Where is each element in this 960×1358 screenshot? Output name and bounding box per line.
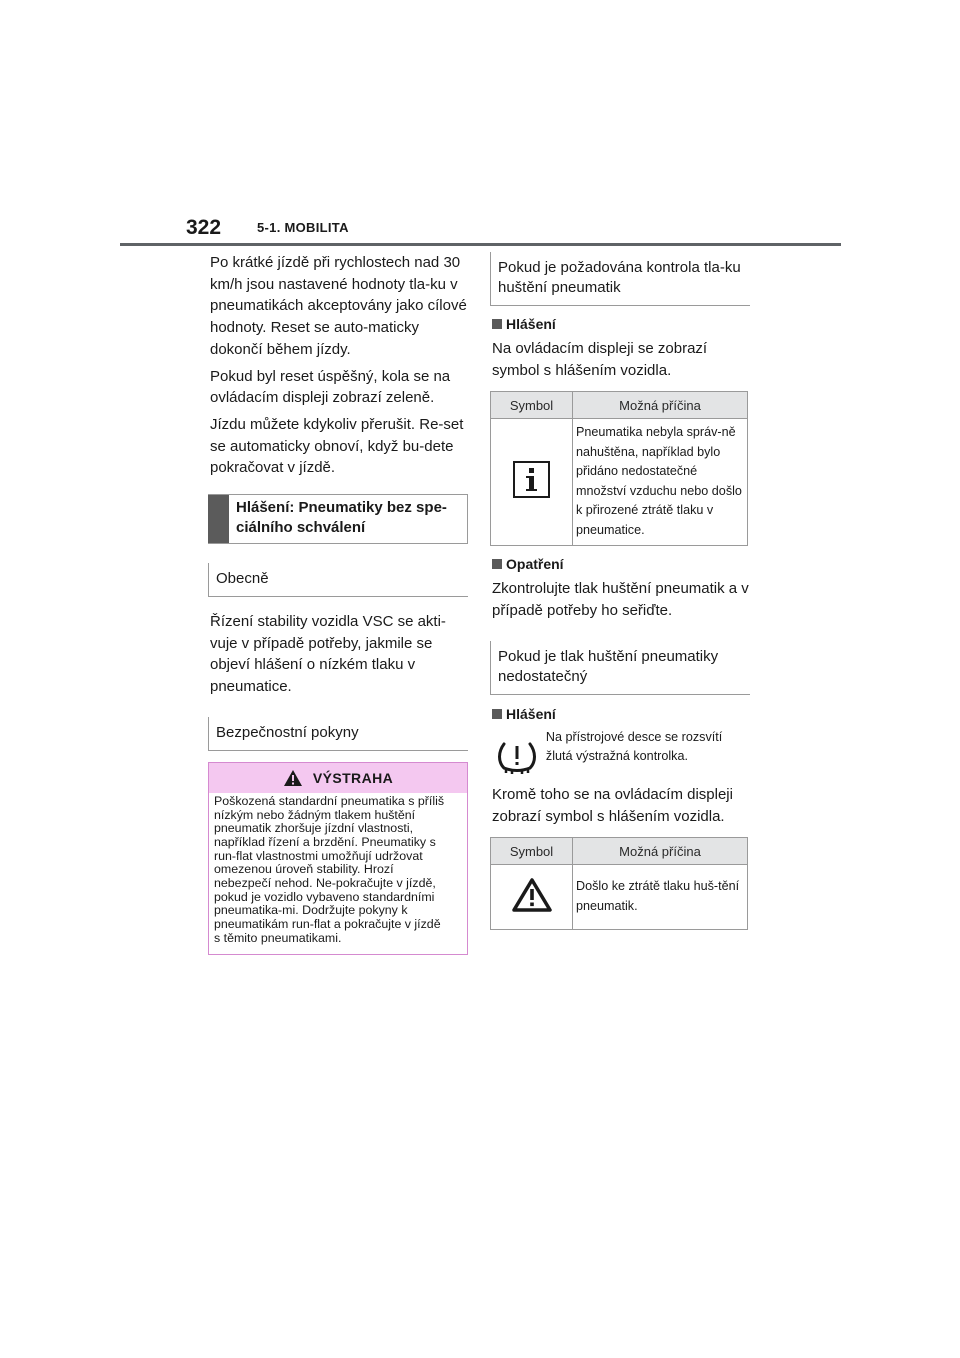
- paragraph-display-message: Na ovládacím displeji se zobrazí symbol s hlášením vozidla.: [492, 340, 708, 379]
- bullet-heading-measures: [492, 556, 750, 572]
- table-symbol-cell: [491, 865, 573, 930]
- bullet-square-icon: [492, 319, 502, 329]
- left-column: [208, 252, 468, 955]
- bullet-heading-label: Hlášení: [506, 705, 556, 722]
- page-number: 322: [186, 216, 222, 239]
- symbol-table-1: [490, 391, 748, 546]
- symbol-table-2: [490, 837, 748, 930]
- indicator-icon-cell: [490, 728, 544, 774]
- paragraph-vsc: Řízení stability vozidla VSC se akti-vuje v případě potřeby, jakmile se objeví hlášení o nízkém tlaku v pneumatice.: [210, 613, 446, 696]
- table-header-symbol: Symbol: [491, 838, 573, 865]
- subhead-check-required: Pokud je požadována kontrola tla-ku huštění pneumatik: [490, 252, 750, 306]
- heading-bar: [208, 495, 229, 543]
- table-cause-cell: Pneumatika nebyla správ-ně nahuštěna, například bylo přidáno nedostatečné množství vzduchu nebo došlo k přirozené ztrátě tlaku v pneumatice.: [573, 419, 748, 546]
- subhead-general: Obecně: [208, 563, 468, 597]
- subhead-safety: Bezpečnostní pokyny: [208, 717, 468, 751]
- bullet-heading-message-2: [492, 706, 750, 722]
- header-rule: [120, 243, 841, 246]
- table-header-cause: Možná příčina: [573, 838, 748, 865]
- warning-triangle-icon: [512, 878, 552, 912]
- section-heading-box: [208, 494, 468, 544]
- table-header-cause: Možná příčina: [573, 392, 748, 419]
- section-title: 5-1. MOBILITA: [257, 220, 349, 235]
- bullet-heading-label: Opatření: [506, 556, 564, 573]
- table-cause-cell: Došlo ke ztrátě tlaku huš-tění pneumatik.: [573, 865, 748, 930]
- section-heading: Hlášení: Pneumatiky bez spe-ciálního schválení: [236, 499, 447, 537]
- table-header-symbol: Symbol: [491, 392, 573, 419]
- warning-triangle-icon: [283, 769, 303, 787]
- paragraph-additional-message: Kromě toho se na ovládacím displeji zobrazí symbol s hlášením vozidla.: [492, 785, 733, 825]
- warning-text: Poškozená standardní pneumatika s příliš nízkým nebo žádným tlakem huštění pneumatik zhoršuje jízdní vlastnosti, například řízení a brzdění. Pneumatiky s run-flat vlastnostmi umožňují udržovat omezenou úroveň stability. Hrozí nebezpečí nehod. Ne-pokračujte v jízdě, pokud je vozidlo vybaveno standardními pneumatika-mi. Dodržujte pokyny k pneumatikám run-flat a pokračujte v jízdě s těmito pneumatikami.: [214, 793, 445, 945]
- bullet-heading-message: [492, 316, 750, 332]
- table-symbol-cell: [491, 419, 573, 546]
- paragraph-reset-target: Po krátké jízdě při rychlostech nad 30 km/h jsou nastavené hodnoty tla-ku v pneumatikách akceptovány jako cílové hodnoty. Reset se auto-maticky dokončí během jízdy.: [210, 254, 467, 358]
- warning-title: VÝSTRAHA: [312, 769, 394, 786]
- right-column: [490, 252, 750, 930]
- indicator-text: Na přístrojové desce se rozsvítí žlutá výstražná kontrolka.: [545, 729, 723, 764]
- bullet-heading-label: Hlášení: [506, 316, 556, 332]
- paragraph-reset-success: Pokud byl reset úspěšný, kola se na ovládacím displeji zobrazí zeleně.: [210, 367, 451, 407]
- warning-box: [208, 762, 468, 955]
- paragraph-interrupt: Jízdu můžete kdykoliv přerušit. Re-set se automaticky obnoví, když bu-dete pokračovat v jízdě.: [210, 415, 464, 477]
- indicator-row: [490, 728, 750, 774]
- warning-header: [209, 763, 467, 793]
- info-icon: [513, 461, 550, 498]
- bullet-square-icon: [492, 559, 502, 569]
- paragraph-check-pressure: Zkontrolujte tlak huštění pneumatik a v případě potřeby ho seřiďte.: [492, 580, 749, 620]
- tire-pressure-warning-icon: [496, 740, 538, 774]
- subhead-pressure-low: Pokud je tlak huštění pneumatiky nedostatečný: [490, 641, 750, 695]
- bullet-square-icon: [492, 709, 502, 719]
